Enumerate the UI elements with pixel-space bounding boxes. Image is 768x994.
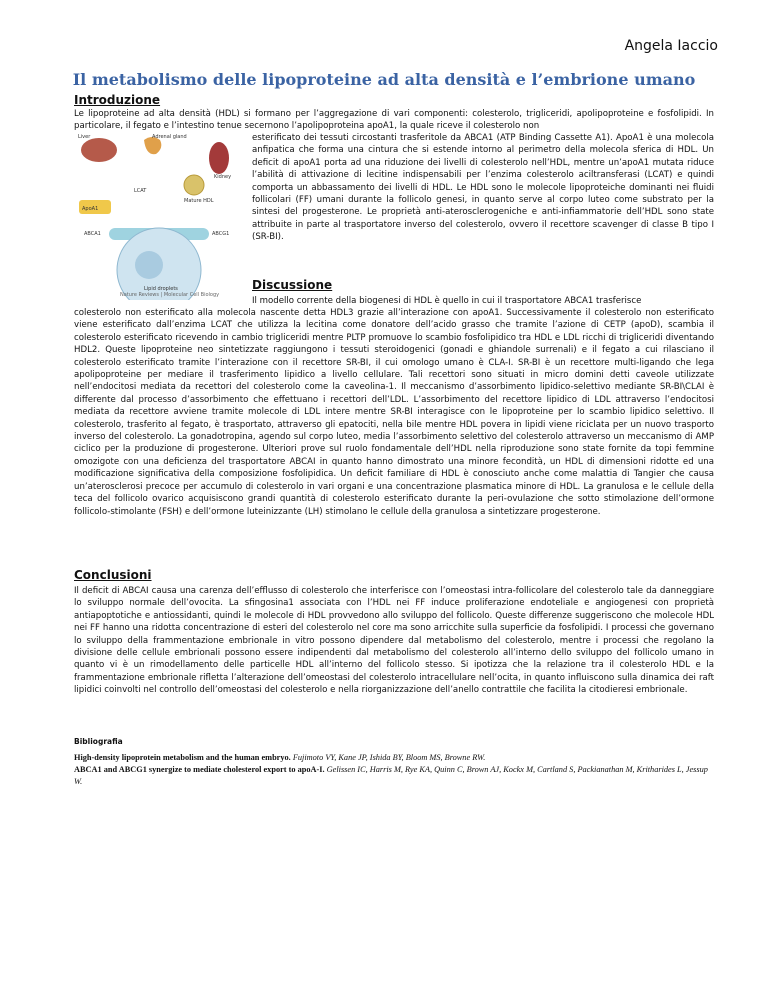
discussion-heading: Discussione — [252, 278, 333, 292]
author-name: Angela Iaccio — [624, 38, 718, 54]
hdl-metabolism-figure — [74, 130, 244, 300]
label-lcat: LCAT — [134, 188, 147, 194]
label-kidney: Kidney — [214, 174, 232, 180]
intro-heading: Introduzione — [74, 93, 161, 107]
bib-authors: Fujimoto VY, Kane JP, Ishida BY, Bloom MS, Browne RW. — [292, 753, 486, 762]
intro-text-top: Le lipoproteine ad alta densità (HDL) si formano per l’aggregazione di vari componenti: colesterolo, trigliceridi, apolipoproteine e fosfolipidi. In particolare, il fegato e l’intestino tenue secernono l’apolipoproteina apoA1, la quale riceve il colesterolo non — [74, 109, 714, 132]
label-adrenal: Adrenal gland — [152, 134, 187, 140]
label-liver: Liver — [78, 134, 91, 140]
kidney-shape — [209, 142, 229, 174]
label-apoa1: ApoA1 — [82, 206, 99, 212]
hdl-particle-shape — [184, 175, 204, 195]
label-lipid-droplets: Lipid droplets — [144, 286, 178, 292]
label-abca1: ABCA1 — [84, 231, 101, 237]
bib-title: High-density lipoprotein metabolism and the human embryo. — [74, 753, 291, 762]
lipid-droplet-shape — [135, 251, 163, 279]
bib-title: ABCA1 and ABCG1 synergize to mediate cholesterol export to apoA-I. — [74, 765, 325, 774]
page-title: Il metabolismo delle lipoproteine ad alta densità e l’embrione umano — [72, 70, 696, 89]
figure-caption: Nature Reviews | Molecular Cell Biology — [120, 292, 220, 298]
figure-svg — [74, 130, 244, 300]
intro-text-side: esterificato dei tessuti circostanti trasferitole da ABCA1 (ATP Binding Cassette A1). ApoA1 è una molecola anfipatica che forma una cintura che si estende intorno al perimetro della molecola sferica di HDL. Un deficit di apoA1 porta ad una riduzione dei livelli di colesterolo nell’HDL, mentre un’apoA1 mutata riduce l’abilità di attivazione di lecitine indispensabili per l’enzima colesterolo aciltransferasi (LCAT) e quindi comporta un abbassamento dei livelli di HDL. Le HDL sono le molecole lipoproteiche dominanti nei fluidi follicolari (FF) umani durante la follicolo genesi, in quanto serve al corpo luteo come substrato per la sintesi del progesterone. Le proprietà anti-aterosclerogeniche e anti-infiammatorie dell’HDL sono state attribuite in parte al trasportatore inverso del colesterolo, ovvero il recettore scavenger di classe B tipo I (SR-BI). — [252, 133, 714, 243]
discussion-text-first: Il modello corrente della biogenesi di HDL è quello in cui il trasportatore ABCA1 trasferisce — [252, 296, 642, 306]
liver-shape — [81, 138, 117, 162]
conclusions-text: Il deficit di ABCAI causa una carenza dell’efflusso di colesterolo che interferisce con l’omeostasi intra-follicolare del colesterolo tale da danneggiare lo sviluppo normale dell’ovocita. La sfingosina1 associata con l’HDL nei FF induce proliferazione endoteliale e angiogenesi con proprietà antiapoptotiche e antiossidanti, quindi le molecole di HDL provvedono allo sviluppo del follicolo. Queste differenze suggeriscono che molecole HDL nei FF hanno una ridotta concentrazione di esteri del colesterolo nel core ma sono arricchite sulla superficie da fosfolipidi. I processi che governano lo sviluppo della frammentazione embrionale in vitro possono dipendere dal metabolismo del colesterolo, mentre i processi che regolano la divisione delle cellule embrionali possono essere indipendenti dal metabolismo del colesterolo all’interno dello sviluppo del follicolo umano in quanto vi è un rimodellamento delle particelle HDL all’interno del follicolo stesso. Si ipotizza che la relazione tra il colesterolo HDL e la frammentazione embrionale rifletta l’alterazione dell’omeostasi del colesterolo intracellulare nell’ocita, in quanto influiscono sulla dinamica dei raft lipidici coinvolti nel controllo dell’omeostasi del colesterolo e nella riorganizzazione dell’anello contrattile che facilita la citodieresi embrionale. — [74, 586, 714, 696]
bibliography-entry — [74, 764, 714, 788]
bibliography-heading: Bibliografia — [74, 737, 123, 746]
label-mature-hdl: Mature HDL — [184, 198, 214, 204]
conclusions-heading: Conclusioni — [74, 568, 152, 582]
bibliography-entry — [74, 752, 714, 764]
discussion-text-rest: colesterolo non esterificato alla molecola nascente detta HDL3 grazie all’interazione con apoA1. Successivamente il colesterolo non esterificato viene esterificato dall’enzima LCAT che utilizza la lecitina come donatore dell’acido grasso che tramite l’azione di CETP (apoD), scambia il colesterolo esterificato ricevendo in cambio trigliceridi mentre PLTP promuove lo scambio fosfolipidico tra HDL e LDL ricchi di trigliceridi diventando HDL2. Queste lipoproteine neo sintetizzate raggiungono i tessuti steroidogenici (gonadi e ghiandole surrenali) e il fegato a cui rilasciano il colesterolo esterificato tramite l’interazione con il recettore SR-BI, il cui omologo umano è CLA-I. SR-BI è un recettore multi-ligando che lega apolipoproteine per mediare il trasferimento lipidico a livello cellulare. Tali recettori sono situati in micro domini detti caveole utilizzate nell’endocitosi mediata da recettori del colesterolo come la caveolina-1. Il meccanismo d’assorbimento lipidico-selettivo mediante SR-BI\CLAI è differente dal processo d’assorbimento che effettuano i recettori dell’LDL. L’assorbimento del recettore lipidico di LDL attraverso l’endocitosi mediata da recettore avviene tramite molecole di LDL intere mentre SR-BI interagisce con le lipoproteine per lo scambio lipidico selettivo. Il colesterolo, trasferito al fegato, è trasportato, attraverso gli epatociti, nella bile mentre HDL povera in lipidi viene riciclata per un nuovo trasporto inverso del colesterolo. La gonadotropina, agendo sul corpo luteo, media l’assorbimento selettivo del colesterolo attraverso un meccanismo di AMP ciclico per la produzione di progesterone. Ulteriori prove sul ruolo fondamentale dell’HDL nella riproduzione sono state fornite da topi femmine omozigote con una deficienza del trasportatore ABCAI in quanto hanno dimostrato una minore fecondità, un HDL di dimensioni ridotte ed una modificazione significativa della composizione fosfolipidica. Un deficit familiare di HDL è conosciuto anche come malattia di Tangier che causa un’aterosclerosi precoce per accumulo di colesterolo in vari organi e una concentrazione plasmatica minore di HDL. La granulosa e le cellule della teca del follicolo ovarico acquisiscono grandi quantità di colesterolo esterificato durante la peri-ovulazione che sotto stimolazione dell’ormone follicolo-stimolante (FSH) e dell’ormone luteinizzante (LH) stimolano le cellule della granulosa a sintetizzare progesterone. — [74, 308, 714, 517]
bib-authors: Gelissen IC, Harris M, Rye KA, Quinn C, Brown AJ, Kockx M, Cartland S, Packianathan M, Kritharides L, Jessup W. — [74, 765, 708, 786]
label-abcg1: ABCG1 — [212, 231, 230, 237]
